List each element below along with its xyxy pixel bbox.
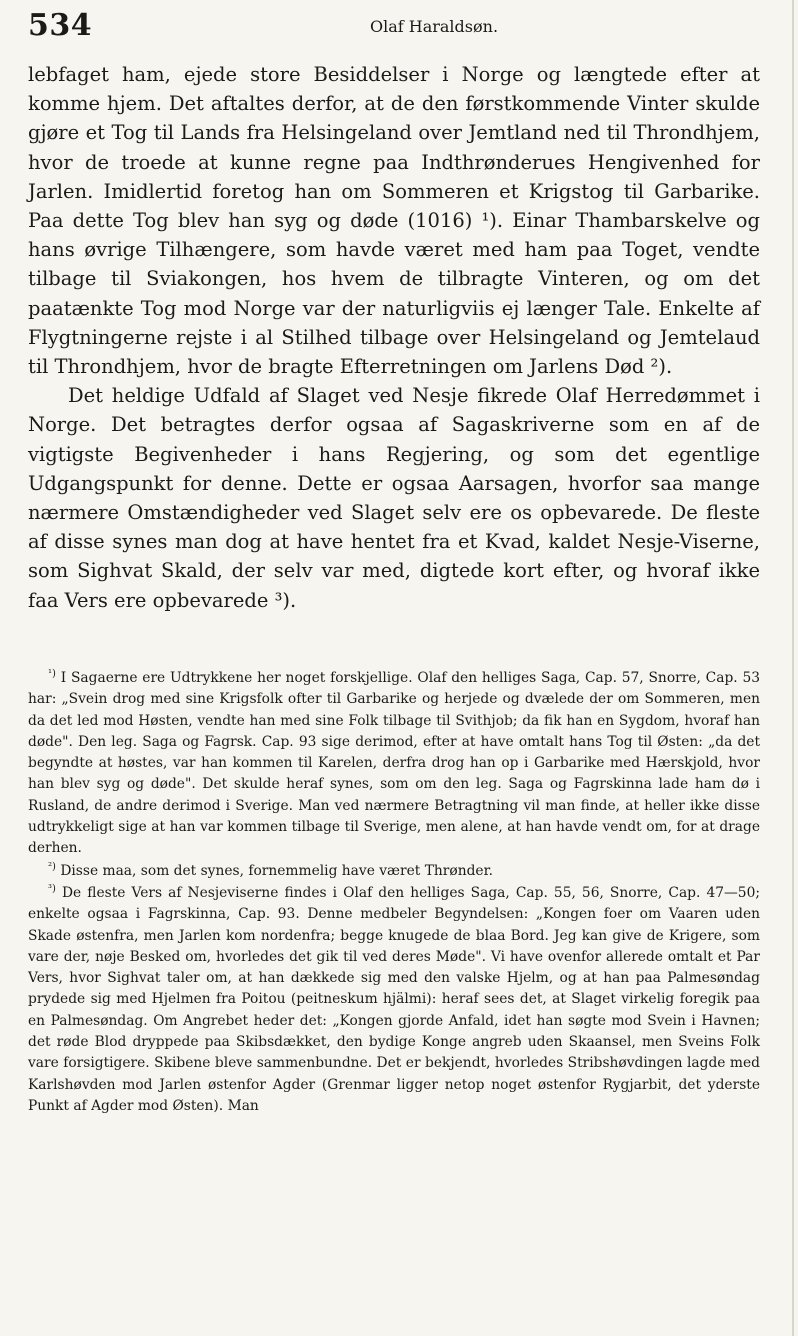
footnote-2 [28,861,760,882]
running-head: Olaf Haraldsøn. [369,17,499,36]
footnote-marker: ¹) [48,668,56,680]
paragraph: lebfaget ham, ejede store Besiddelser i Norge og længtede efter at komme hjem. Det aftaltes derfor, at de den førstkommende Vinter skulde gjøre et Tog til Lands fra Helsingeland over Jemtland ned til Throndhjem, hvor de troede at kunne regne paa Indthrønderues Hengivenhed for Jarlen. Imidlertid foretog han om Sommeren et Krigstog til Garbarike. Paa dette Tog blev han syg og døde (1016) ¹). Einar Thambarskelve og hans øvrige Tilhængere, som havde været med ham paa Toget, vendte tilbage til Sviakongen, hos hvem de tilbragte Vinteren, og om det paatænkte Tog mod Norge var der naturligviis ej længer Tale. Enkelte af Flygtningerne rejste i al Stilhed tilbage over Helsingeland og Jemtelaud til Throndhjem, hvor de bragte Efterretningen om Jarlens Død ²). [28,63,760,379]
footnotes [28,668,760,1118]
paragraph: Det heldige Udfald af Slaget ved Nesje fikrede Olaf Herredømmet i Norge. Det betragtes derfor ogsaa af Sagaskriverne som en af de vigtigste Begivenheder i hans Regjering, og som det egentlige Udgangspunkt for denne. Dette er ogsaa Aarsagen, hvorfor saa mange nærmere Omstændigheder ved Slaget selv ere os opbevarede. De fleste af disse synes man dog at have hentet fra et Kvad, kaldet Nesje-Viserne, som Sighvat Skald, der selv var med, digtede kort efter, og hvoraf ikke faa Vers ere opbevarede ³). [28,384,760,612]
footnote-1 [28,668,760,860]
footnote-marker: ²) [48,861,56,873]
footnote-text: I Sagaerne ere Udtrykkene her noget forskjellige. Olaf den helliges Saga, Cap. 57, Snorre, Cap. 53 har: „Svein drog med sine Krigsfolk ofter til Garbarike og herjede og dvælede der om Sommeren, men da det led mod Høsten, vendte han med sine Folk tilbage til Svithjob; da fik han en Sygdom, hvoraf han døde". Den leg. Saga og Fagrsk. Cap. 93 sige derimod, efter at have omtalt hans Tog til Østen: „da det begyndte at høstes, var han kommen til Karelen, derfra drog han op i Garbarike med Hærskjold, hvor han blev syg og døde". Det skulde heraf synes, som om den leg. Saga og Fagrskinna lade ham dø i Rusland, de andre derimod i Sverige. Man ved nærmere Betragtning vil man finde, at heller ikke disse udtrykkeligt sige at han var kommen tilbage til Sverige, men alene, at han havde vendt om, for at drage derhen. [28,670,761,857]
footnote-text: De fleste Vers af Nesjeviserne findes i Olaf den helliges Saga, Cap. 55, 56, Snorre, Cap. 47—50; enkelte ogsaa i Fagrskinna, Cap. 93. Denne medbeler Begyndelsen: „Kongen foer om Vaaren uden Skade østenfra, men Jarlen kom nordenfra; begge knugede de blaa Bord. Jeg kan give de Krigere, som vare der, nøje Besked om, hvorledes det gik til ved deres Møde". Vi have ovenfor allerede omtalt et Par Vers, hvor Sighvat taler om, at han dækkede sig med den valske Hjelm, og at han paa Palmesøndag prydede sig med Hjelmen fra Poitou (peitneskum hjälmi): heraf sees det, at Slaget virkelig foregik paa en Palmesøndag. Om Angrebet heder det: „Kongen gjorde Anfald, idet han søgte mod Svein i Havnen; det røde Blod dryppede paa Skibsdækket, den bydige Konge angreb uden Skaansel, men Sveins Folk vare forsigtigere. Skibene bleve sammenbundne. Det er bekjendt, hvorledes Stribshøvdingen lagde med Karlshøvden mod Jarlen østenfor Agder (Grenmar ligger netop noget østenfor Rygjarbit, det yderste Punkt af Agder mod Østen). Man [28,884,761,1114]
page-number: 534 [28,8,93,43]
main-text [28,60,760,615]
footnote-marker: ³) [48,883,56,895]
footnote-text: Disse maa, som det synes, fornemmelig have været Thrønder. [60,862,494,879]
footnote-3 [28,883,760,1117]
page-edge-shadow [792,0,794,1336]
